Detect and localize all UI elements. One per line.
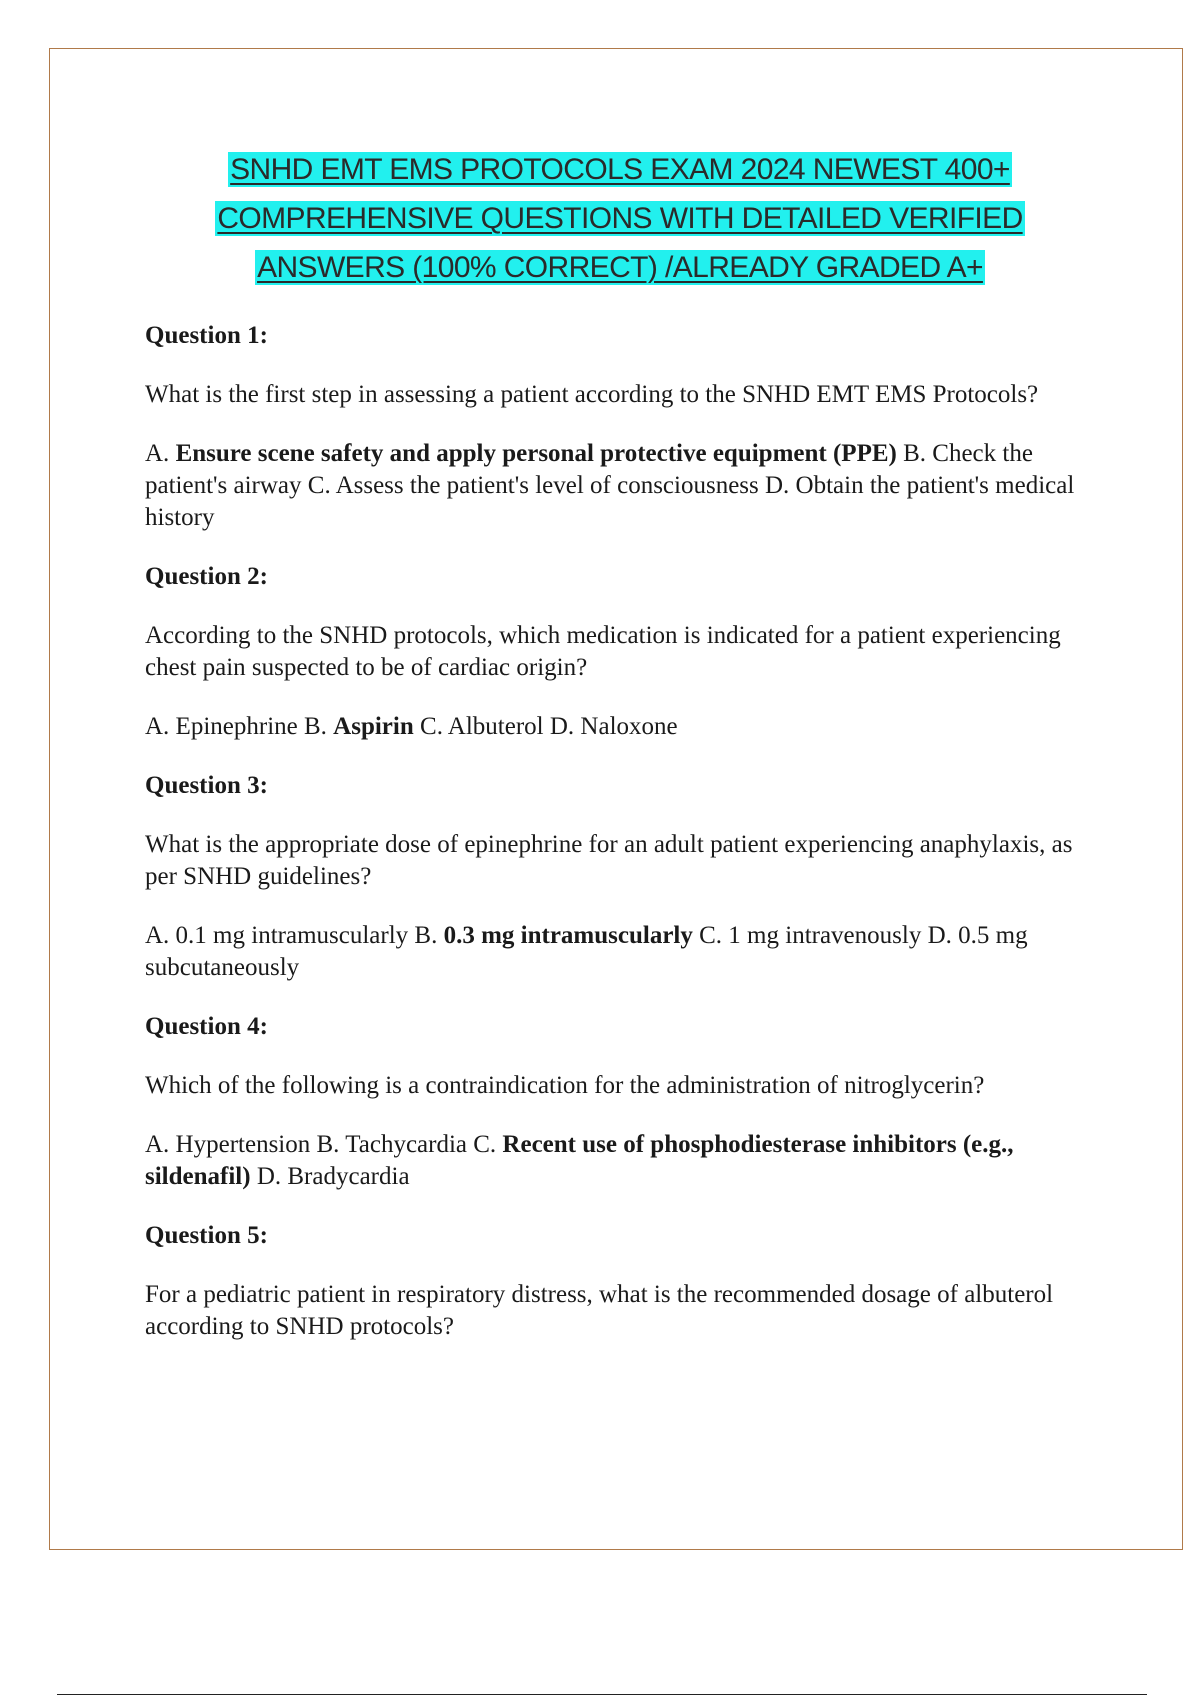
answer-options	[145, 711, 1085, 743]
question-text: For a pediatric patient in respiratory distress, what is the recommended dosage of albuterol according to SNHD protocols?	[145, 1281, 1054, 1340]
question-1	[145, 320, 1085, 534]
correct-answer: Aspirin	[333, 713, 414, 740]
question-label: Question 5:	[145, 1222, 268, 1249]
answer-options	[145, 438, 1085, 534]
answer-options	[145, 920, 1085, 984]
question-2	[145, 561, 1085, 743]
options-before: A.	[145, 440, 176, 467]
answer-options	[145, 1129, 1085, 1193]
correct-answer: 0.3 mg intramuscularly	[443, 922, 693, 949]
question-text: What is the first step in assessing a patient according to the SNHD EMT EMS Protocols?	[145, 381, 1039, 408]
question-label: Question 2:	[145, 563, 268, 590]
title-line-1: SNHD EMT EMS PROTOCOLS EXAM 2024 NEWEST 400+	[230, 153, 1010, 186]
question-4	[145, 1011, 1085, 1193]
options-after: D. Bradycardia	[250, 1163, 410, 1190]
question-label: Question 1:	[145, 322, 268, 349]
options-after: C. 1 mg intravenously D. 0.5 mg subcutaneously	[145, 922, 1028, 981]
title-line-3: ANSWERS (100% CORRECT) /ALREADY GRADED A+	[257, 251, 983, 284]
question-3	[145, 770, 1085, 984]
options-after: C. Albuterol D. Naloxone	[413, 713, 678, 740]
question-text: What is the appropriate dose of epinephrine for an adult patient experiencing anaphylaxis, as per SNHD guidelines?	[145, 831, 1073, 890]
question-label: Question 4:	[145, 1013, 268, 1040]
options-after: B. Check the patient's airway C. Assess the patient's level of consciousness D. Obtain the patient's medical history	[145, 440, 1075, 531]
options-before: A. Hypertension B. Tachycardia C.	[145, 1131, 503, 1158]
title-line-2: COMPREHENSIVE QUESTIONS WITH DETAILED VERIFIED	[217, 202, 1023, 235]
document-title	[120, 145, 1120, 292]
options-before: A. Epinephrine B.	[145, 713, 334, 740]
question-text: According to the SNHD protocols, which medication is indicated for a patient experiencing chest pain suspected to be of cardiac origin?	[145, 622, 1061, 681]
options-before: A. 0.1 mg intramuscularly B.	[145, 922, 444, 949]
correct-answer: Ensure scene safety and apply personal protective equipment (PPE)	[175, 440, 897, 467]
question-list	[145, 320, 1085, 1370]
question-5	[145, 1220, 1085, 1343]
correct-answer: Recent use of phosphodiesterase inhibitors (e.g., sildenafil)	[145, 1131, 1014, 1190]
question-text: Which of the following is a contraindication for the administration of nitroglycerin?	[145, 1072, 985, 1099]
question-label: Question 3:	[145, 772, 268, 799]
bottom-divider	[57, 1694, 1147, 1695]
